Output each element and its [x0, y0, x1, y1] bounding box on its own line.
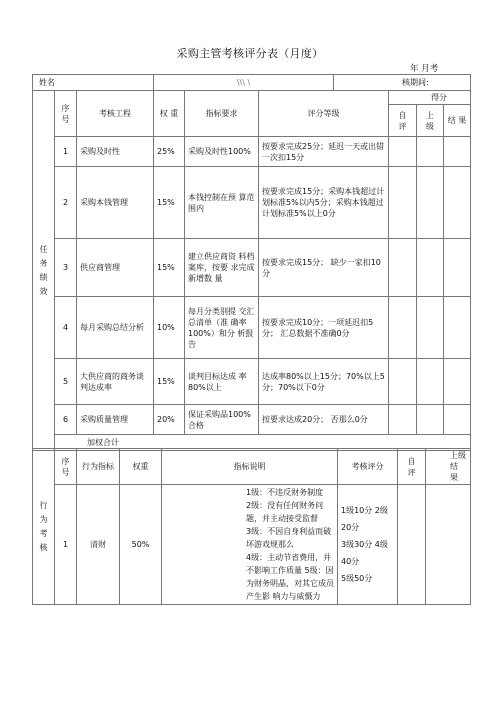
task-row-self-score[interactable]	[389, 297, 417, 359]
task-header-seq: 序号	[55, 91, 77, 137]
task-header-self: 自评	[389, 105, 417, 137]
behavior-row-weight: 50%	[120, 485, 162, 605]
task-row-project: 采购质量管理	[77, 405, 154, 435]
task-row-seq: 5	[55, 359, 77, 405]
behavior-row	[33, 485, 471, 605]
name-label: 姓名	[33, 75, 154, 91]
behavior-grade-line: 3级30分 4级40分	[341, 540, 388, 566]
task-row-indicator: 本钱控制在预 算范围内	[185, 167, 259, 239]
behavior-header-self: 自评	[398, 449, 426, 485]
behavior-row-superior-score[interactable]	[426, 485, 471, 605]
behavior-row-indicator: 清财	[77, 485, 120, 605]
task-row-superior-score[interactable]	[417, 239, 444, 297]
task-row-grade: 达成率80%以上15分；70%以上5分；70%以下0分	[259, 359, 389, 405]
task-row-weight: 20%	[154, 405, 185, 435]
task-row-self-score[interactable]	[389, 405, 417, 435]
behavior-header-desc: 指标说明	[162, 449, 338, 485]
task-row	[33, 359, 471, 405]
task-row-self-score[interactable]	[389, 239, 417, 297]
task-row-project: 供应商管理	[77, 239, 154, 297]
behavior-header-superior: 上级	[450, 451, 466, 460]
task-row-result-score[interactable]	[444, 167, 471, 239]
task-row-self-score[interactable]	[389, 167, 417, 239]
task-row-seq: 6	[55, 405, 77, 435]
task-row	[33, 137, 471, 167]
behavior-desc-line: 3级：不因自身利益而破坏游戏规那么	[246, 527, 332, 549]
task-header-score: 得分	[389, 91, 471, 105]
task-performance-table	[32, 90, 471, 451]
behavior-desc-line: 4级：主动节省费用，并不影响工作质量 5级：因为财务明晶，对其它成员产生影 响力与威慑力	[246, 553, 334, 601]
behavior-grade-line: 1级10分 2级20分	[341, 506, 388, 532]
task-row-weight: 15%	[154, 167, 185, 239]
task-header-project: 考核工程	[77, 91, 154, 137]
task-header-superior: 上级	[417, 105, 444, 137]
weighted-total-label: 加权合计	[55, 435, 471, 451]
task-row-seq: 2	[55, 167, 77, 239]
task-row-grade: 按要求达成20分； 否那么0分	[259, 405, 389, 435]
task-row-grade: 按要求完成10分；一项延迟扣5分； 汇总数据不准确0分	[259, 297, 389, 359]
behavior-header-seq: 序号	[55, 449, 77, 485]
task-row-result-score[interactable]	[444, 239, 471, 297]
task-row-project: 大供应商的商务谈判达成率	[77, 359, 154, 405]
behavior-header-indicator: 行为指标	[77, 449, 120, 485]
task-row-project: 每月采购总结分析	[77, 297, 154, 359]
task-row-superior-score[interactable]	[417, 167, 444, 239]
task-row-project: 采购及时性	[77, 137, 154, 167]
task-header-result: 结 果	[444, 105, 471, 137]
task-row-indicator: 建立供应商资 料档案库，按要 求完成新增数 量	[185, 239, 259, 297]
task-row-weight: 15%	[154, 239, 185, 297]
behavior-desc-line: 1级：不违反财务制度	[246, 488, 324, 497]
task-row	[33, 297, 471, 359]
task-row	[33, 405, 471, 435]
task-row-result-score[interactable]	[444, 137, 471, 167]
task-row-weight: 15%	[154, 359, 185, 405]
behavior-header-weight: 权重	[120, 449, 162, 485]
task-row-superior-score[interactable]	[417, 405, 444, 435]
behavior-table	[32, 448, 471, 605]
behavior-header-superior-result	[426, 449, 471, 485]
behavior-row-seq: 1	[55, 485, 77, 605]
behavior-grade-line: 5级50分	[341, 574, 373, 583]
task-row-indicator: 每月分类别提 交汇总清单（准 确率100%）和分 析报告	[185, 297, 259, 359]
task-row-indicator: 谈判目标达成 率80%以上	[185, 359, 259, 405]
task-row-grade: 按要求完成25分；延迟一天或出错一次扣15分	[259, 137, 389, 167]
period-label: 年 月考	[410, 64, 439, 74]
behavior-header-grade: 考核评分	[338, 449, 398, 485]
task-row	[33, 239, 471, 297]
task-row-project: 采购本钱管理	[77, 167, 154, 239]
task-row-indicator: 保证采购品100%合格	[185, 405, 259, 435]
task-row-seq: 4	[55, 297, 77, 359]
task-row-weight: 25%	[154, 137, 185, 167]
task-section-label: 任务绩效	[33, 91, 55, 451]
task-row-superior-score[interactable]	[417, 137, 444, 167]
task-row-seq: 3	[55, 239, 77, 297]
task-row-grade: 按要求完成15分；采购本钱超过计划标准5%以内5分；采购本钱超过计划标准5%以上0分	[259, 167, 389, 239]
task-header-indicator: 指标要求	[185, 91, 259, 137]
task-row-superior-score[interactable]	[417, 297, 444, 359]
task-row-grade: 按要求完成15分； 缺少一家扣10分	[259, 239, 389, 297]
task-row-result-score[interactable]	[444, 297, 471, 359]
task-header-grade: 评分等级	[259, 91, 389, 137]
task-header-weight: 权 重	[154, 91, 185, 137]
task-row-result-score[interactable]	[444, 405, 471, 435]
task-row	[33, 167, 471, 239]
task-row-superior-score[interactable]	[417, 359, 444, 405]
behavior-row-desc	[162, 485, 338, 605]
task-row-weight: 10%	[154, 297, 185, 359]
behavior-row-self-score[interactable]	[398, 485, 426, 605]
task-row-result-score[interactable]	[444, 359, 471, 405]
name-value[interactable]: \\\ \	[154, 75, 334, 91]
form-title: 采购主管考核评分表（月度）	[176, 47, 324, 60]
behavior-row-grade	[338, 485, 398, 605]
behavior-header-result: 结 果	[450, 462, 458, 482]
behavior-section-label: 行为考核	[33, 449, 55, 605]
task-row-self-score[interactable]	[389, 137, 417, 167]
task-row-indicator: 采购及时性100%	[185, 137, 259, 167]
behavior-desc-line: 2级：没有任何财务问题，并主动接受监督	[246, 501, 324, 523]
task-row-seq: 1	[55, 137, 77, 167]
name-row-table	[32, 74, 471, 91]
task-row-self-score[interactable]	[389, 359, 417, 405]
period-row-label: 核期间:	[334, 75, 471, 91]
